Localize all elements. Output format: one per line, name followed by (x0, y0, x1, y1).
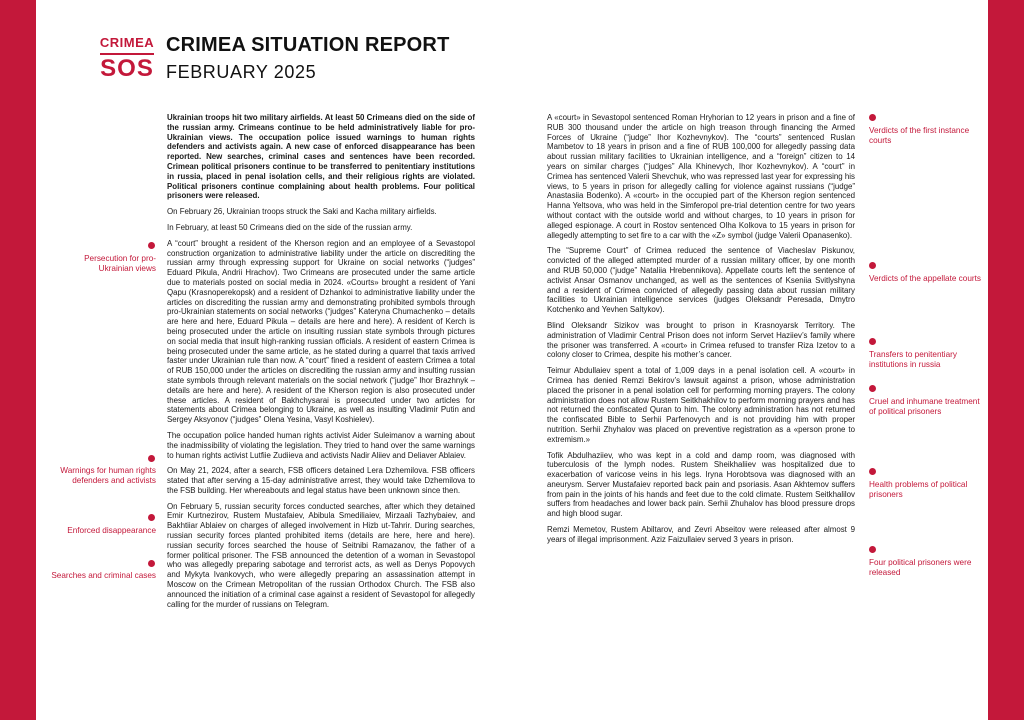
bullet-dot (869, 338, 876, 345)
paragraph-transfers: Blind Oleksandr Sizikov was brought to prison in Krasnoyarsk Territory. The administration of Vladimir Central Prison does not inform Servet Haziiev’s family where the prisoner was transferred. A «court» in Crimea refused to transfer Riza Izetov to a colony closer to Crimea, despite his mother’s cancer. (547, 320, 855, 360)
side-label-warnings: Warnings for human rights defenders and activists (60, 466, 156, 485)
paragraph-disappearance: On May 21, 2024, after a search, FSB officers detained Lera Dzhemilova. FSB officers stated that after serving a 15-day administrative arrest, they would take Dzhemilova to the FSB building. Her whereabouts and legal status have been unknown since then. (167, 466, 475, 495)
right-edge-band (988, 0, 1024, 720)
bullet-dot (869, 546, 876, 553)
bullet-dot (869, 262, 876, 269)
bullet-dot (148, 242, 155, 249)
paragraph-appellate-verdicts: The “Supreme Court” of Crimea reduced the sentence of Viacheslav Piskunov, convicted of the alleged attempted murder of a russian military officer, by one month and RUB 50,000 (“judge” Nataliia Hrebennikova). Appellate courts left the sentence of activist Ansar Osmanov unchanged, as well as the sentences of Kseniia Svitlyshyna and a resident of Crimea convicted of allegedly passing data about russian military facilities to Ukrainian intelligence services (judges Oleksandr Peresada, Dmytro Kotchenko and Yevhen Saltykov). (547, 246, 855, 315)
side-label-enforced-disappearance: Enforced disappearance (67, 526, 156, 535)
bullet-dot (869, 385, 876, 392)
side-label-searches: Searches and criminal cases (51, 571, 156, 580)
logo-line-2: SOS (100, 55, 154, 82)
bullet-dot (869, 468, 876, 475)
page-subtitle: FEBRUARY 2025 (166, 62, 317, 82)
bullet-dot (148, 455, 155, 462)
side-label-first-instance: Verdicts of the first instance courts (869, 126, 970, 145)
bullet-dot (869, 114, 876, 121)
page-title: CRIMEA SITUATION REPORT (166, 34, 450, 56)
paragraph-searches: On February 5, russian security forces conducted searches, after which they detained Emir Kurtnezirov, Rustem Mustafaiev, Abibula Smediliaiev, Mirzaali Tazhybaiev, and Bakhtiiar Ablaiev on charges of alleged involvement in Hizb ut-Tahrir. During searches, russian security forces planted prohibited items (details are here, here and here). russian security forces searched the house of Seitnibi Ramazanov, the father of a former political prisoner. The FSB announced the detention of a woman in Sevastopol who was allegedly preparing sabotage and terrorist acts, as well as Denys Popovych and Mykyta Ivankovych, who were allegedly preparing an assassination attempt in Moscow on the Crimean Metropolitan of the russian Orthodox Church. The FSB also announced the initiation of a criminal case against a resident of Sevastopol for allegedly calling for the murder of russians on Telegram. (167, 501, 475, 609)
side-label-persecution: Persecution for pro-Ukrainian views (84, 254, 156, 273)
paragraph-releases: Remzi Memetov, Rustem Abiltarov, and Zevri Abseitov were released after almost 9 years of illegal imprisonment. Aziz Faizullaiev served 3 years in prison. (547, 525, 855, 544)
paragraph-first-instance-verdicts: A «court» in Sevastopol sentenced Roman Hryhorian to 12 years in prison and a fine of RUB 300 thousand under the article on high treason through financing the Armed Forces of Ukraine (“judge” Ihor Kozhevnykov). The “courts” sentenced Ruslan Mambetov to 18 years in prison and a fine of RUB 100,000 for allegedly passing data about russian military facilities to Ukrainian intelligence, and a “foreign” citizen to 14 years on similar charges (“judges” Alla Khinevych, Ihor Kozhevnykov). A “court” in Crimea has sentenced Valerii Shevchuk, who was repressed last year for expressing his views, to 5 years in prison for allegedly calling for violence against russians (“judge” Anastasiia Bodenko). A «court» in the occupied part of the Kherson region sentenced Hanna Yeltsova, who was held in the Simferopol pre-trial detention centre for two years without contact with the outside world and without charges, to 10 years in prison for alleged espionage. A court in Rostov sentenced Olha Kolkova to 15 years in prison for allegedly attempting to set fire to a car with the «Z» symbol (judge Valerii Opanasenko). (547, 113, 855, 240)
left-edge-band (0, 0, 36, 720)
bullet-dot (148, 560, 155, 567)
side-label-health: Health problems of political prisoners (869, 480, 968, 499)
paragraph-persecution: A “court” brought a resident of the Kherson region and an employee of a Sevastopol construction organization to administrative liability under the article on discrediting the russian army through expressing support for Ukraine on social networks (“judges” Eduard Pikula, Andrii Hrachov). Two Crimeans are prosecuted under the same article due to materials posted on social media in 2024. «Courts» brought a resident of Yani Qapu (Krasnoperekopsk) and a resident of Dzhankoi to administrative liability under the articles on discrediting the russian army and demonstrating prohibited symbols through pro-Ukrainian statements on social networks (“judges” Kateryna Chumachenko – details are here and here, Eduard Pikula – details are here and here). A resident of Kerch is being prosecuted under the article on insulting russian state symbols through pictures on social media that insult high-ranking russian officials. A resident of eastern Crimea is being prosecuted under the same article, as he stated during a quarrel that taxis arrived faster under Ukrainian rule than now. A “court” fined a resident of eastern Crimea a total of RUB 150,000 under the articles on discrediting the russian army and insulting russian state symbols through relevant materials on the social network (“judge” Ihor Brazhnyk – details are here and here). A resident of the Kherson region is also prosecuted under these articles. A resident of Bakhchysarai is prosecuted under two articles for statements about Crimea belonging to Ukraine, as well as insulting Vladimir Putin and Sergey Aksyonov (“judges” Olena Yesina, Vasyl Koshielev). (167, 238, 475, 425)
bullet-dot (148, 514, 155, 521)
side-label-released: Four political prisoners were released (869, 558, 972, 577)
right-text-column (547, 113, 855, 551)
paragraph-deaths: In February, at least 50 Crimeans died on the side of the russian army. (167, 222, 413, 232)
paragraph-cruel-treatment: Teimur Abdullaiev spent a total of 1,009 days in a penal isolation cell. A «court» in Crimea has denied Remzi Bekirov’s lawsuit against a prison, whose administration placed the prisoner in a penal isolation cell for performing morning prayers. The colony administration does not allow Rustem Seitkhakhilov to perform morning prayers and has not returned the confiscated Quran to him. The colony administration has not returned the confiscated Bible to Serhii Parfenovych and is not providing him with proper nutrition. Serhii Zhyhalov was placed on preventive registration as a «person prone to extremism.» (547, 366, 855, 444)
crimea-sos-logo (98, 36, 156, 81)
paragraph-health-problems: Tofik Abdulhaziiev, who was kept in a cold and damp room, was diagnosed with tuberculosis of the lymph nodes. Rustem Sheikhaliiev was hospitalized due to exacerbation of varicose veins in his legs. Iryna Horobtsova was diagnosed with an aneurysm. Server Mustafaiev reported back pain and psoriasis. Asan Akhtemov suffers from pain in the joints of his hands and feet due to the cold climate. Rustem Seitkhalilov suffers from headaches and lower back pain. Serhii Zhuhalov has blood pressure drops and high blood sugar. (547, 450, 855, 519)
logo-line-1: CRIMEA (99, 35, 155, 50)
paragraph-warnings: The occupation police handed human rights activist Aider Suleimanov a warning about the inadmissibility of violating the legislation. They tried to hand over the same warnings to human rights activist Lutfiie Zudiieva and activists Nadir Aliiev and Deliaver Ablaiev. (167, 430, 475, 460)
side-label-transfers: Transfers to penitentiary institutions in russia (869, 350, 957, 369)
paragraph-airfields: On February 26, Ukrainian troops struck the Saki and Kacha military airfields. (167, 207, 437, 217)
side-label-cruel-treatment: Cruel and inhumane treatment of political prisoners (869, 397, 980, 416)
summary-paragraph: Ukrainian troops hit two military airfields. At least 50 Crimeans died on the side of the russian army. Crimeans continue to be held administratively liable for pro-Ukrainian views. The occupation police issued warnings to human rights defenders and activists again. A new case of enforced disappearance has been reported. New searches, criminal cases and sentences have been recorded. Crimean political prisoners continue to be transferred to penitentiary institutions in russia, placed in penal isolation cells, and their religious rights are violated. Political prisoners continue complaining about health problems. Four political prisoners were released. (167, 113, 475, 201)
side-label-appellate: Verdicts of the appellate courts (869, 274, 981, 283)
left-text-column (167, 113, 475, 615)
